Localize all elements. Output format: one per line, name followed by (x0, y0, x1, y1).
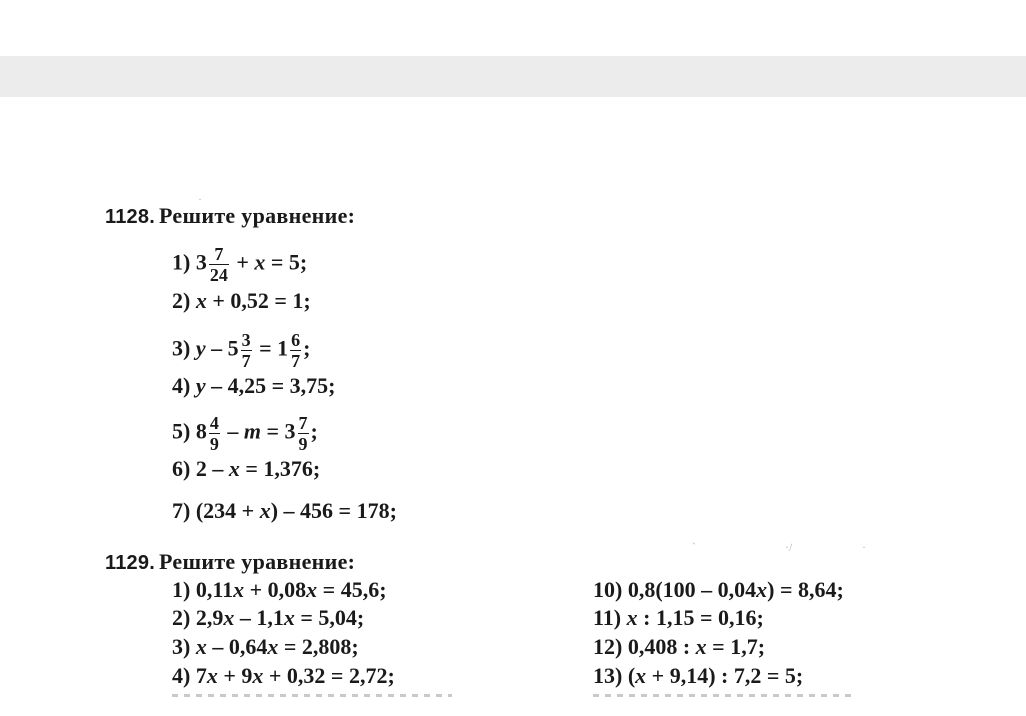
equation-part: + 9 (217, 663, 253, 688)
equation-tail: = 5; (270, 249, 308, 275)
numerator: 7 (298, 413, 308, 433)
equation-1129-10 (593, 577, 844, 603)
equation-part: 0,11 (195, 577, 234, 602)
equation-part: + 0,32 = 2,72; (263, 663, 395, 688)
denominator: 9 (209, 434, 219, 454)
item-number: 3) (172, 634, 191, 659)
item-number: 5) (172, 418, 191, 444)
equation-part: : 1,15 = 0,16; (637, 605, 764, 630)
item-number: 3) (172, 335, 191, 361)
item-number: 4) (172, 373, 191, 398)
fraction (298, 413, 309, 454)
equation-tail: = 1,376; (245, 456, 321, 481)
equation-end: ; (310, 418, 318, 444)
numerator: 6 (291, 330, 301, 350)
problem-title: Решите уравнение: (158, 203, 356, 228)
equation-part: = 3 (266, 418, 296, 444)
item-number: 13) (593, 663, 623, 688)
equation-part: = 2,808; (278, 634, 359, 659)
equation-tail: + 0,52 = 1; (212, 288, 311, 313)
fraction (209, 413, 220, 454)
equation-part: 2,9 (195, 605, 224, 630)
equation-1129-11 (593, 605, 764, 631)
denominator: 7 (291, 351, 301, 371)
variable: x (259, 498, 271, 523)
variable: x (228, 456, 240, 481)
scan-speck: ` (692, 540, 696, 554)
equation-part: 0,8(100 – 0,04 (627, 577, 757, 602)
denominator: 7 (241, 351, 251, 371)
item-number: 4) (172, 663, 191, 688)
mixed-whole: 3 (195, 249, 207, 275)
numerator: 7 (209, 244, 229, 265)
variable: x (306, 577, 318, 602)
item-number: 7) (172, 498, 191, 523)
variable: x (223, 605, 235, 630)
cut-off-line (172, 694, 452, 697)
equation-part: = 45,6; (317, 577, 387, 602)
variable: m (243, 418, 261, 444)
equation-part: + 0,08 (244, 577, 307, 602)
variable: x (252, 663, 264, 688)
scan-speck: · (862, 540, 866, 554)
equation-part: ) = 8,64; (767, 577, 844, 602)
equation-1128-3 (172, 330, 310, 371)
variable: x (756, 577, 768, 602)
equation-1128-2 (172, 288, 311, 314)
equation-end: ; (303, 335, 311, 361)
equation-tail: ) – 456 = 178; (270, 498, 397, 523)
equation-1129-3 (172, 634, 359, 660)
variable: y (195, 335, 206, 361)
item-number: 2) (172, 605, 191, 630)
equation-head: (234 + (195, 498, 255, 523)
item-number: 12) (593, 634, 623, 659)
problem-1129-header (105, 549, 355, 576)
variable: x (195, 288, 207, 313)
fraction (241, 330, 252, 371)
operator: – (227, 418, 239, 444)
equation-1128-6 (172, 456, 320, 482)
scan-speck: · (198, 192, 202, 206)
equation-head: 2 – (195, 456, 224, 481)
equation-1129-1 (172, 577, 387, 603)
problem-number: 1129. (105, 552, 155, 574)
variable: y (195, 373, 206, 398)
equation-part: = 1,7; (706, 634, 766, 659)
fraction (290, 330, 301, 371)
numerator: 3 (241, 330, 251, 350)
variable: x (233, 577, 245, 602)
equation-part: – 5 (211, 335, 239, 361)
equation-part: 7 (195, 663, 207, 688)
equation-part: = 1 (259, 335, 289, 361)
problem-1128 (105, 203, 355, 230)
equation-part: 0,408 : (627, 634, 696, 659)
variable: x (635, 663, 647, 688)
variable: x (695, 634, 707, 659)
problem-number: 1128. (105, 206, 155, 228)
equation-part: = 5,04; (294, 605, 365, 630)
item-number: 1) (172, 249, 191, 275)
item-number: 2) (172, 288, 191, 313)
cut-off-line (593, 694, 853, 697)
denominator: 9 (298, 434, 308, 454)
equation-part: ( (627, 663, 636, 688)
problem-1128-header (105, 203, 355, 230)
equation-part: – 1,1 (234, 605, 284, 630)
top-gray-band (0, 56, 1026, 97)
variable: x (254, 249, 266, 275)
item-number: 11) (593, 605, 622, 630)
equation-1129-12 (593, 634, 765, 660)
item-number: 6) (172, 456, 191, 481)
fraction (209, 244, 229, 285)
problem-title: Решите уравнение: (158, 549, 356, 574)
scan-speck: ·/ (785, 540, 793, 554)
equation-part: – 0,64 (206, 634, 268, 659)
variable: x (206, 663, 218, 688)
variable: x (267, 634, 279, 659)
operator: + (236, 249, 249, 275)
problem-1129 (105, 549, 355, 576)
equation-1128-1 (172, 244, 307, 285)
variable: x (195, 634, 207, 659)
equation-part: + 9,14) : 7,2 = 5; (646, 663, 804, 688)
item-number: 10) (593, 577, 623, 602)
numerator: 4 (209, 413, 219, 433)
mixed-whole: 8 (195, 418, 207, 444)
equation-1128-4 (172, 373, 335, 399)
equation-tail: – 4,25 = 3,75; (211, 373, 336, 398)
item-number: 1) (172, 577, 191, 602)
equation-1129-4 (172, 663, 395, 689)
denominator: 24 (209, 265, 228, 285)
variable: x (626, 605, 638, 630)
equation-1129-2 (172, 605, 364, 631)
equation-1129-13 (593, 663, 803, 689)
equation-1128-7 (172, 498, 397, 524)
variable: x (283, 605, 295, 630)
equation-1128-5 (172, 413, 318, 454)
